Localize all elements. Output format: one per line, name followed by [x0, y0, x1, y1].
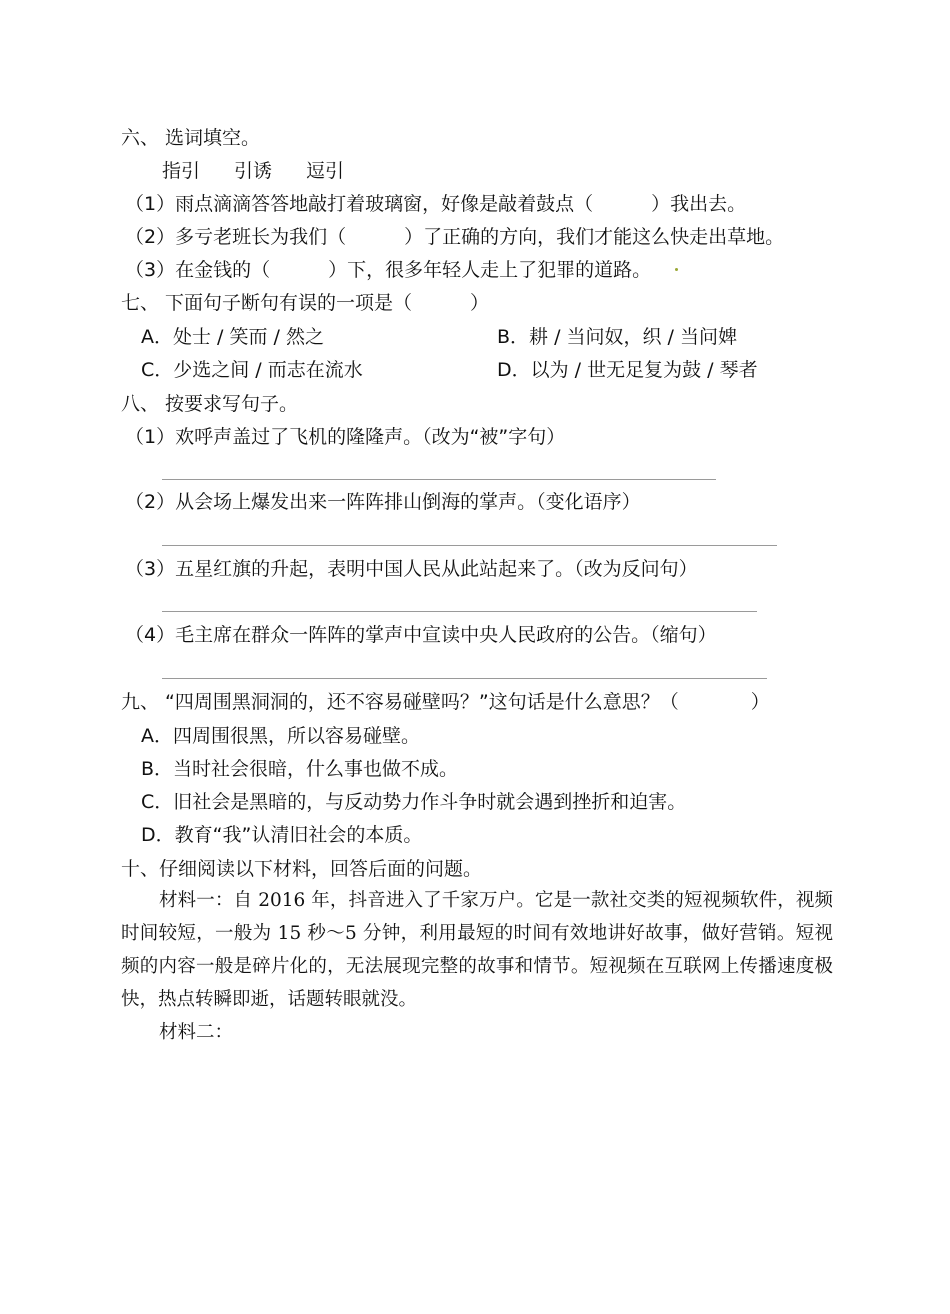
q9-option-c: C．旧社会是黑暗的，与反动势力作斗争时就会遇到挫折和迫害。 [141, 791, 687, 813]
q6-option-2: 引诱 [234, 160, 273, 182]
q6-item-2-text-before: （2）多亏老班长为我们（ [125, 226, 347, 248]
q9-option-a: A．四周围很黑，所以容易碰壁。 [141, 725, 420, 747]
q10-material-2-label: 材料二： [159, 1022, 234, 1043]
q6-item-1 [125, 192, 746, 216]
q8-item-2-answer-line[interactable] [162, 545, 777, 546]
q8-item-3-answer-line[interactable] [162, 611, 757, 612]
stray-dot [675, 268, 678, 271]
q6-item-1-text-before: （1）雨点滴滴答答地敲打着玻璃窗，好像是敲着鼓点（ [125, 193, 594, 215]
q8-item-1-answer-line[interactable] [162, 479, 716, 480]
q7-heading-text: 七、 下面句子断句有误的一项是（ [121, 292, 413, 314]
q9-heading-close: ） [750, 691, 770, 713]
q9-heading [121, 690, 770, 714]
q9-option-b: B．当时社会很暗，什么事也做不成。 [141, 758, 459, 780]
q9-heading-text: 九、 “四周围黑洞洞的，还不容易碰壁吗？”这句话是什么意思？（ [121, 691, 679, 713]
q7-option-a: A．处士 / 笑而 / 然之 [141, 326, 324, 348]
q6-item-2-text-after: ）了正确的方向，我们才能这么快走出草地。 [404, 226, 785, 248]
q8-item-4: （4）毛主席在群众一阵阵的掌声中宣读中央人民政府的公告。（缩句） [125, 624, 717, 646]
q8-item-3: （3）五星红旗的升起，表明中国人民从此站起来了。（改为反问句） [125, 558, 698, 580]
q6-item-1-text-after: ）我出去。 [651, 193, 747, 215]
q7-heading-close: ） [470, 292, 490, 314]
q6-heading: 六、 选词填空。 [121, 127, 261, 149]
q6-option-1: 指引 [162, 160, 201, 182]
q7-option-d: D．以为 / 世无足复为鼓 / 琴者 [497, 359, 758, 381]
q6-item-3-text-after: ）下，很多年轻人走上了犯罪的道路。 [328, 259, 652, 281]
q8-heading: 八、 按要求写句子。 [121, 393, 299, 415]
q6-item-3-text-before: （3）在金钱的（ [125, 259, 271, 281]
q9-option-d: D．教育“我”认清旧社会的本质。 [141, 824, 423, 846]
q7-option-c: C．少选之间 / 而志在流水 [141, 359, 363, 381]
q8-item-4-answer-line[interactable] [162, 678, 767, 679]
q6-word-options [162, 159, 344, 183]
q8-item-1: （1）欢呼声盖过了飞机的隆隆声。（改为“被”字句） [125, 426, 566, 448]
q8-item-2: （2）从会场上爆发出来一阵阵排山倒海的掌声。（变化语序） [125, 491, 641, 513]
q6-item-2 [125, 225, 784, 249]
q10-material-1: 材料一：自 2016 年，抖音进入了千家万户。它是一款社交类的短视频软件，视频时间较短，一般为 15 秒～5 分钟，利用最短的时间有效地讲好故事，做好营销。短视频的内容一般是碎片化的，无法展现完整的故事和情节。短视频在互联网上传播速度极快，热点转瞬即逝，话题转眼就没。 [121, 890, 833, 1010]
q10-heading: 十、仔细阅读以下材料，回答后面的问题。 [121, 858, 483, 880]
q6-option-3: 逗引 [306, 160, 345, 182]
q7-option-b: B．耕 / 当问奴，织 / 当问婢 [497, 326, 737, 348]
q6-item-3 [125, 258, 651, 282]
q7-heading [121, 291, 489, 315]
